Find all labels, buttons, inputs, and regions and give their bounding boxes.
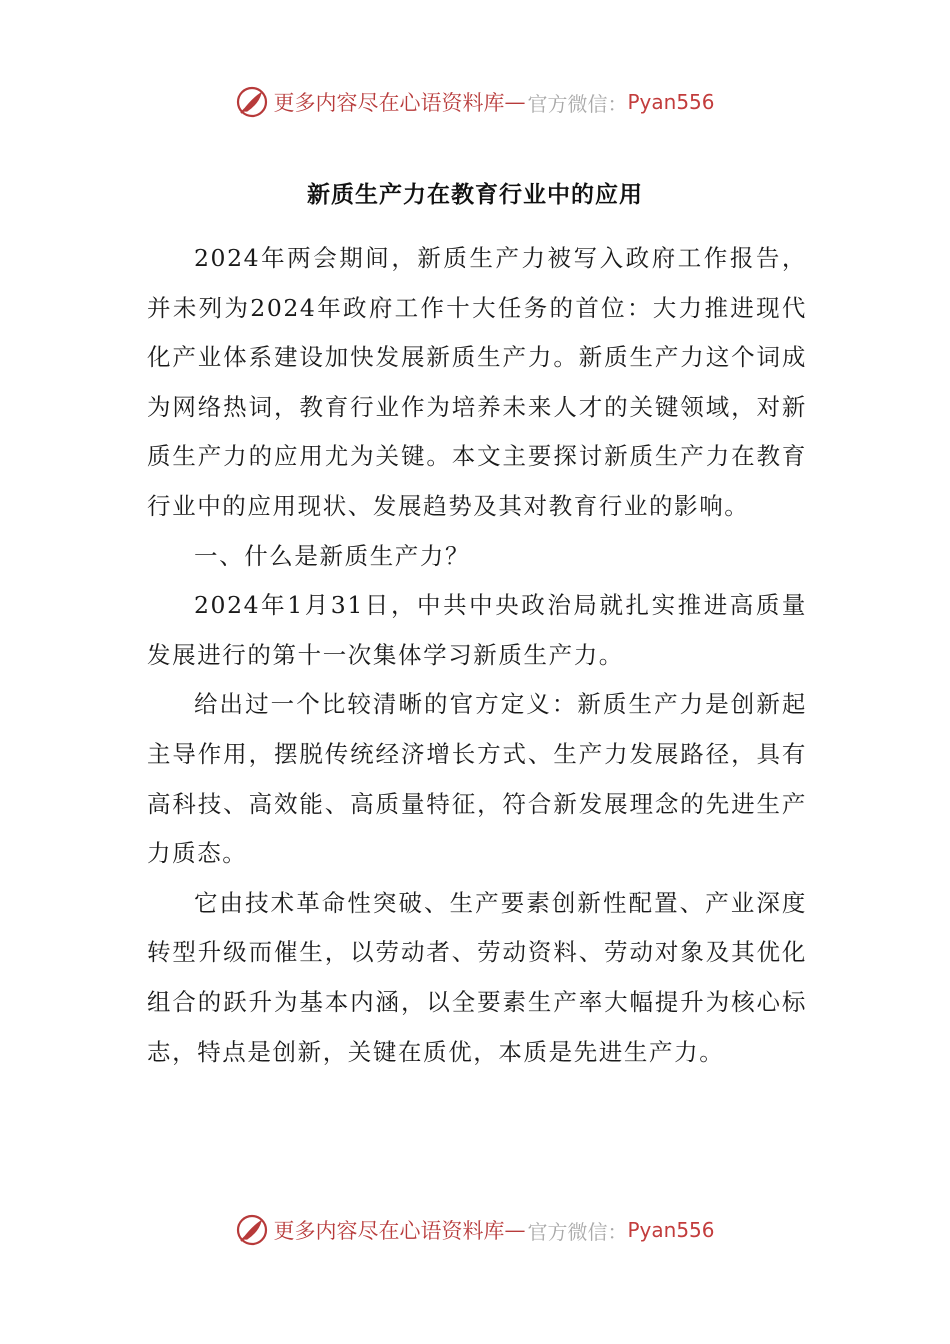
quill-logo-icon — [235, 85, 269, 119]
document-title: 新质生产力在教育行业中的应用 — [307, 182, 643, 208]
document-body — [147, 234, 807, 1077]
banner-wechat-id: Pyan556 — [627, 1218, 715, 1242]
banner-dash: — — [504, 90, 526, 114]
paragraph-date: 2024年1月31日，中共中央政治局就扎实推进高质量发展进行的第十一次集体学习新质生产力。 — [147, 591, 807, 669]
paragraph-essence: 它由技术革命性突破、生产要素创新性配置、产业深度转型升级而催生，以劳动者、劳动资料、劳动对象及其优化组合的跃升为基本内涵，以全要素生产率大幅提升为核心标志，特点是创新，关键在质优，本质是先进生产力。 — [147, 888, 807, 1066]
paragraph-intro: 2024年两会期间，新质生产力被写入政府工作报告，并未列为2024年政府工作十大任务的首位：大力推进现代化产业体系建设加快发展新质生产力。新质生产力这个词成为网络热词，教育行业作为培养未来人才的关键领域，对新质生产力的应用尤为关键。本文主要探讨新质生产力在教育行业中的应用现状、发展趋势及其对教育行业的影响。 — [147, 244, 807, 520]
banner-wechat-label: 官方微信： — [527, 1219, 628, 1244]
section-heading: 一、什么是新质生产力？ — [194, 541, 471, 570]
quill-logo-icon — [235, 1213, 269, 1247]
banner-wechat-id: Pyan556 — [627, 90, 715, 114]
footer-banner — [0, 1208, 950, 1252]
banner-brand-text: 更多内容尽在心语资料库 — [273, 91, 505, 115]
paragraph-definition: 给出过一个比较清晰的官方定义：新质生产力是创新起主导作用，摆脱传统经济增长方式、生产力发展路径，具有高科技、高效能、高质量特征，符合新发展理念的先进生产力质态。 — [147, 690, 807, 868]
banner-dash: — — [504, 1218, 526, 1242]
banner-wechat-label: 官方微信： — [527, 91, 628, 116]
header-banner — [0, 80, 950, 124]
banner-brand-text: 更多内容尽在心语资料库 — [273, 1219, 505, 1243]
